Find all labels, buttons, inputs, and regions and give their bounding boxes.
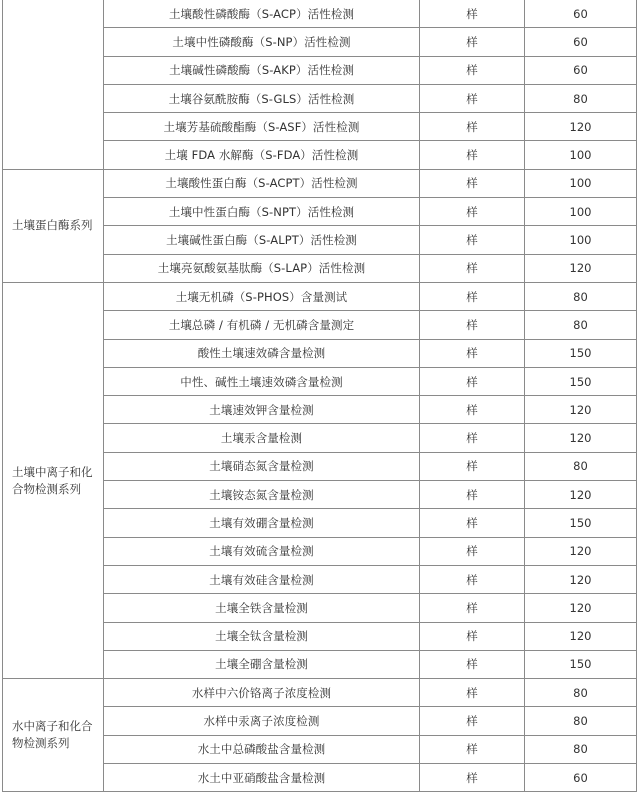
unit-cell: 样 bbox=[420, 169, 525, 197]
price-cell: 120 bbox=[525, 113, 637, 141]
item-name-cell: 土壤芳基硫酸酯酶（S-ASF）活性检测 bbox=[104, 113, 420, 141]
unit-cell: 样 bbox=[420, 226, 525, 254]
price-cell: 120 bbox=[525, 565, 637, 593]
item-name-cell: 土壤 FDA 水解酶（S-FDA）活性检测 bbox=[104, 141, 420, 169]
price-cell: 120 bbox=[525, 537, 637, 565]
price-cell: 120 bbox=[525, 594, 637, 622]
item-name-cell: 土壤全铁含量检测 bbox=[104, 594, 420, 622]
unit-cell: 样 bbox=[420, 594, 525, 622]
category-cell: 土壤中离子和化合物检测系列 bbox=[3, 282, 104, 678]
unit-cell: 样 bbox=[420, 707, 525, 735]
item-name-cell: 土壤全硼含量检测 bbox=[104, 650, 420, 678]
item-name-cell: 土壤硝态氮含量检测 bbox=[104, 452, 420, 480]
price-cell: 100 bbox=[525, 169, 637, 197]
unit-cell: 样 bbox=[420, 198, 525, 226]
item-name-cell: 土壤酸性蛋白酶（S-ACPT）活性检测 bbox=[104, 169, 420, 197]
table-row bbox=[3, 169, 637, 197]
table-row bbox=[3, 282, 637, 310]
item-name-cell: 水土中总磷酸盐含量检测 bbox=[104, 735, 420, 763]
category-cell: 水中离子和化合物检测系列 bbox=[3, 679, 104, 792]
unit-cell: 样 bbox=[420, 565, 525, 593]
unit-cell: 样 bbox=[420, 424, 525, 452]
item-name-cell: 土壤全钛含量检测 bbox=[104, 622, 420, 650]
item-name-cell: 土壤酸性磷酸酶（S-ACP）活性检测 bbox=[104, 0, 420, 28]
unit-cell: 样 bbox=[420, 367, 525, 395]
price-cell: 60 bbox=[525, 764, 637, 792]
item-name-cell: 土壤汞含量检测 bbox=[104, 424, 420, 452]
item-name-cell: 土壤碱性蛋白酶（S-ALPT）活性检测 bbox=[104, 226, 420, 254]
price-cell: 80 bbox=[525, 311, 637, 339]
price-cell: 80 bbox=[525, 84, 637, 112]
price-cell: 100 bbox=[525, 141, 637, 169]
item-name-cell: 土壤中性磷酸酶（S-NP）活性检测 bbox=[104, 28, 420, 56]
unit-cell: 样 bbox=[420, 509, 525, 537]
price-cell: 80 bbox=[525, 282, 637, 310]
item-name-cell: 土壤有效硼含量检测 bbox=[104, 509, 420, 537]
item-name-cell: 土壤总磷 / 有机磷 / 无机磷含量测定 bbox=[104, 311, 420, 339]
unit-cell: 样 bbox=[420, 537, 525, 565]
price-cell: 60 bbox=[525, 56, 637, 84]
price-cell: 120 bbox=[525, 622, 637, 650]
price-table bbox=[2, 0, 637, 792]
item-name-cell: 土壤无机磷（S-PHOS）含量测试 bbox=[104, 282, 420, 310]
item-name-cell: 土壤有效硅含量检测 bbox=[104, 565, 420, 593]
price-cell: 60 bbox=[525, 0, 637, 28]
unit-cell: 样 bbox=[420, 339, 525, 367]
price-cell: 150 bbox=[525, 509, 637, 537]
price-cell: 80 bbox=[525, 679, 637, 707]
table-row bbox=[3, 0, 637, 28]
price-cell: 150 bbox=[525, 339, 637, 367]
unit-cell: 样 bbox=[420, 764, 525, 792]
item-name-cell: 水样中六价铬离子浓度检测 bbox=[104, 679, 420, 707]
price-cell: 120 bbox=[525, 396, 637, 424]
price-cell: 80 bbox=[525, 707, 637, 735]
unit-cell: 样 bbox=[420, 481, 525, 509]
unit-cell: 样 bbox=[420, 113, 525, 141]
unit-cell: 样 bbox=[420, 679, 525, 707]
unit-cell: 样 bbox=[420, 0, 525, 28]
price-cell: 100 bbox=[525, 198, 637, 226]
price-cell: 120 bbox=[525, 481, 637, 509]
price-cell: 80 bbox=[525, 735, 637, 763]
unit-cell: 样 bbox=[420, 282, 525, 310]
unit-cell: 样 bbox=[420, 311, 525, 339]
unit-cell: 样 bbox=[420, 28, 525, 56]
unit-cell: 样 bbox=[420, 396, 525, 424]
unit-cell: 样 bbox=[420, 254, 525, 282]
item-name-cell: 中性、碱性土壤速效磷含量检测 bbox=[104, 367, 420, 395]
item-name-cell: 酸性土壤速效磷含量检测 bbox=[104, 339, 420, 367]
unit-cell: 样 bbox=[420, 650, 525, 678]
price-cell: 150 bbox=[525, 367, 637, 395]
item-name-cell: 土壤速效钾含量检测 bbox=[104, 396, 420, 424]
unit-cell: 样 bbox=[420, 56, 525, 84]
price-cell: 60 bbox=[525, 28, 637, 56]
price-cell: 100 bbox=[525, 226, 637, 254]
category-cell bbox=[3, 0, 104, 169]
item-name-cell: 水样中汞离子浓度检测 bbox=[104, 707, 420, 735]
price-cell: 80 bbox=[525, 452, 637, 480]
unit-cell: 样 bbox=[420, 735, 525, 763]
price-cell: 150 bbox=[525, 650, 637, 678]
price-table-body bbox=[3, 0, 637, 792]
unit-cell: 样 bbox=[420, 84, 525, 112]
item-name-cell: 土壤铵态氮含量检测 bbox=[104, 481, 420, 509]
category-cell: 土壤蛋白酶系列 bbox=[3, 169, 104, 282]
item-name-cell: 土壤谷氨酰胺酶（S-GLS）活性检测 bbox=[104, 84, 420, 112]
item-name-cell: 土壤碱性磷酸酶（S-AKP）活性检测 bbox=[104, 56, 420, 84]
table-row bbox=[3, 679, 637, 707]
item-name-cell: 土壤亮氨酸氨基肽酶（S-LAP）活性检测 bbox=[104, 254, 420, 282]
unit-cell: 样 bbox=[420, 141, 525, 169]
item-name-cell: 水土中亚硝酸盐含量检测 bbox=[104, 764, 420, 792]
item-name-cell: 土壤中性蛋白酶（S-NPT）活性检测 bbox=[104, 198, 420, 226]
price-cell: 120 bbox=[525, 424, 637, 452]
unit-cell: 样 bbox=[420, 452, 525, 480]
price-cell: 120 bbox=[525, 254, 637, 282]
unit-cell: 样 bbox=[420, 622, 525, 650]
item-name-cell: 土壤有效硫含量检测 bbox=[104, 537, 420, 565]
